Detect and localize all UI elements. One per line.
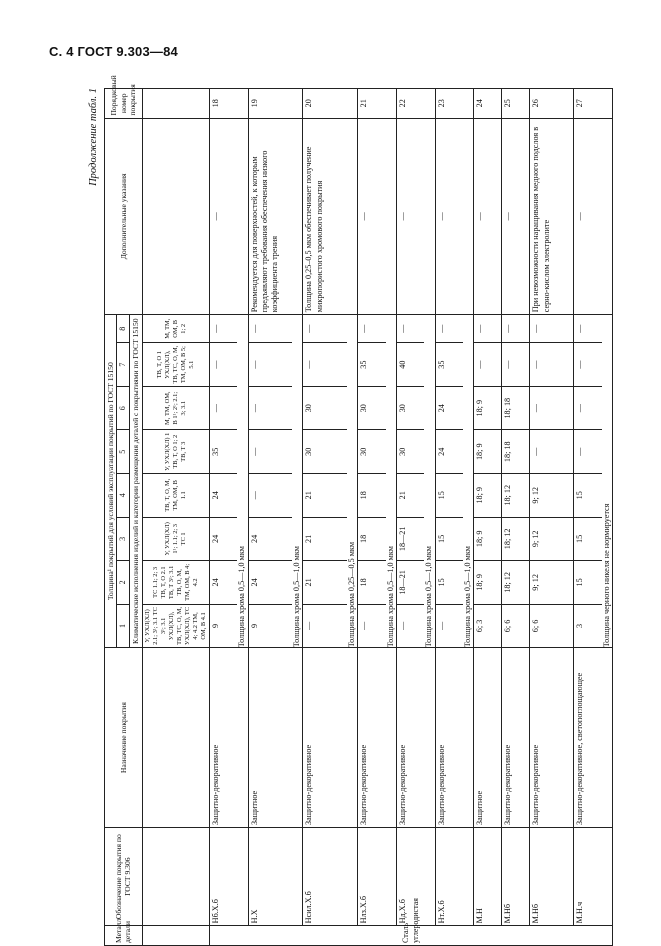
span-note: Толщина черного никеля не нормируется [602,315,613,648]
page-header: С. 4 ГОСТ 9.303—84 [49,44,178,59]
row-num-cell: 22 [396,89,435,119]
span-note: Толщина хрома 0,25—0,5 мкм [347,315,358,648]
note-cell: — [502,118,530,315]
col-number: 5 [117,430,130,474]
value-cell: 9 [248,604,292,648]
value-cell: 30 [396,430,424,474]
designation-cell: М.Н.ч [574,828,613,926]
additional-header: Дополнительные указания [105,118,143,315]
value-cell: 9; 12 [530,474,574,518]
purpose-cell: Защитное [248,648,303,828]
col-climate: ТС 1.1; 2; 3 ТВ, Т, О 2.1 ТВ, Т 3¹; 3.1 ТВ, О, М, ТМ, ОМ, В 4; 4.2 [142,561,209,605]
note-cell: При невозможности наращивания медного подслоя в серно-кислом электролите [530,118,574,315]
purpose-header: Назначение покрытия [105,648,143,828]
purpose-cell: Защитно-декоративное [502,648,530,828]
designation-cell: Нб.Х.б [209,828,248,926]
table-row [474,89,502,946]
value-cell: 15 [435,474,463,518]
value-cell: — [530,315,574,343]
row-num-cell: 26 [530,89,574,119]
value-cell: 30 [358,430,386,474]
value-cell: 21 [303,561,347,605]
row-num-cell: 21 [358,89,397,119]
row-num-header: Порядковый номер покрытия [105,89,143,119]
purpose-cell: Защитно-декоративное [396,648,435,828]
row-num-cell: 25 [502,89,530,119]
note-cell: — [474,118,502,315]
purpose-cell: Защитно-декоративное [358,648,397,828]
value-cell: 18; 9 [474,430,502,474]
header-row-1 [105,89,117,946]
col-number: 4 [117,474,130,518]
value-cell: — [435,315,463,343]
span-note: Толщина хрома 0,5—1,0 мкм [237,315,248,648]
value-cell: 9; 12 [530,561,574,605]
row-num-cell: 27 [574,89,613,119]
value-cell: 24 [209,561,237,605]
designation-cell: Нлз.Х.б [358,828,397,926]
value-cell: — [530,343,574,387]
value-cell: — [248,430,292,474]
value-cell: — [248,343,292,387]
value-cell: 6; 3 [474,604,502,648]
col-number: 3 [117,517,130,561]
col-climate: У, УХЛ(ХЛ) 2.1; 3¹; 3.1 ТС 3¹; 3.1 УХЛ(ХЛ), ТВ, ТС, О, М, УХЛ(ХЛ), ТС 4; 4.2 ТМ, ОМ, В 4.1 [142,604,209,648]
value-cell: 15 [435,561,463,605]
value-cell: — [303,315,347,343]
value-cell: 9; 12 [530,517,574,561]
purpose-blank [142,648,209,828]
table-row [358,89,386,946]
value-cell: 30 [303,386,347,430]
value-cell: 6; 6 [502,604,530,648]
table-row [435,89,463,946]
row-num-cell: 19 [248,89,303,119]
value-cell: 21 [303,517,347,561]
note-cell: Толщина 0,25–0,5 мкм обеспечивает получение микропористого хромового покрытия [303,118,358,315]
col-climate: ТВ, Т, О 1 УХЛ(ХЛ), ТВ, ТС, О, М, ТМ, ОМ, В 5; 5.1 [142,343,209,387]
value-cell: 15 [574,474,602,518]
table-row [530,89,574,946]
metal-blank [142,926,209,946]
purpose-cell: Защитно-декоративное [530,648,574,828]
continuation-caption: Продолжение табл. 1 [88,88,99,186]
value-cell: 18 [358,561,386,605]
row-num-cell: 23 [435,89,474,119]
value-cell: 9 [209,604,237,648]
value-cell: 18—21 [396,561,424,605]
designation-cell: М.Нб [530,828,574,926]
value-cell: — [358,315,386,343]
value-cell: — [396,604,424,648]
designation-cell: Нсил.Х.б [303,828,358,926]
value-cell: 18 [358,517,386,561]
value-cell: 24 [209,474,237,518]
value-cell: — [209,315,237,343]
value-cell: 6; 6 [530,604,574,648]
value-cell: 35 [435,343,463,387]
span-note: Толщина хрома 0,5—1,0 мкм [292,315,303,648]
value-cell: 30 [396,386,424,430]
table-row [303,89,347,946]
value-cell: 18—21 [396,517,424,561]
value-cell: — [303,343,347,387]
value-cell: 30 [358,386,386,430]
value-cell: — [209,386,237,430]
note-cell: — [358,118,397,315]
value-cell: 3 [574,604,602,648]
designation-cell: Н.Х [248,828,303,926]
col-number: 1 [117,604,130,648]
row-num-blank [142,89,209,119]
designation-cell: М.Нб [502,828,530,926]
value-cell: — [358,604,386,648]
note-cell: — [435,118,474,315]
value-cell: 24 [435,430,463,474]
value-cell: 15 [574,561,602,605]
value-cell: — [303,604,347,648]
value-cell: — [502,315,530,343]
row-num-cell: 20 [303,89,358,119]
climate-group-header: Климатические исполнения изделий и категории размещения деталей с покрытиями по ГОСТ 15150 [130,315,142,648]
thickness-group-header: Толщина¹ покрытий для условий эксплуатации покрытий по ГОСТ 15150 [105,315,117,648]
value-cell: 18; 9 [474,517,502,561]
col-number: 8 [117,315,130,343]
value-cell: — [248,386,292,430]
value-cell: 30 [303,430,347,474]
value-cell: — [502,343,530,387]
purpose-cell: Защитно-декоративное [209,648,248,828]
value-cell: — [474,343,502,387]
value-cell: — [248,474,292,518]
row-num-cell: 24 [474,89,502,119]
table-row [209,89,237,946]
value-cell: 35 [358,343,386,387]
value-cell: 18; 12 [502,561,530,605]
value-cell: 18 [358,474,386,518]
value-cell: — [396,315,424,343]
value-cell: 18; 9 [474,386,502,430]
value-cell: — [574,315,602,343]
purpose-cell: Защитно-декоративное [435,648,474,828]
value-cell: — [574,386,602,430]
purpose-cell: Защитное [474,648,502,828]
table-row [574,89,602,946]
value-cell: — [248,315,292,343]
col-climate: М, ТМ, ОМ, В 1¹; 2¹; 2.1; 3; 3.1 [142,386,209,430]
value-cell: 24 [248,517,292,561]
value-cell: — [209,343,237,387]
value-cell: 18; 12 [502,474,530,518]
value-cell: — [474,315,502,343]
header-row-4 [142,89,209,946]
value-cell: 18; 18 [502,386,530,430]
designation-cell: Нт.Х.б [435,828,474,926]
value-cell: 24 [435,386,463,430]
purpose-cell: Защитно-декоративное, светопоглощающее [574,648,613,828]
col-climate: У, УХЛ(ХЛ) 1 ТВ, Т, О 1; 2 ТВ, Т 3 [142,430,209,474]
coating-table [104,75,613,946]
value-cell: — [435,604,463,648]
value-cell: 35 [209,430,237,474]
table-row [396,89,424,946]
value-cell: 24 [209,517,237,561]
value-cell: — [530,386,574,430]
value-cell: 15 [574,517,602,561]
col-climate: М, ТМ, ОМ, В 1; 2 [142,315,209,343]
col-number: 2 [117,561,130,605]
designation-cell: Нд.Х.б [396,828,435,926]
value-cell: 21 [303,474,347,518]
row-num-cell: 18 [209,89,248,119]
value-cell: 15 [435,517,463,561]
designation-blank [142,828,209,926]
value-cell: 18; 9 [474,561,502,605]
table-row [502,89,530,946]
designation-cell: М.Н [474,828,502,926]
value-cell: — [574,430,602,474]
value-cell: 18; 9 [474,474,502,518]
value-cell: 24 [248,561,292,605]
note-cell: Рекомендуется для поверхностей, к которым предъявляют требования обеспечения низкого коэффициента трения [248,118,303,315]
metal-header: Металл детали [105,926,143,946]
span-note: Толщина хрома 0,5—1,0 мкм [424,315,435,648]
metal-cell: Сталь углеродистая [209,926,612,946]
value-cell: 21 [396,474,424,518]
span-note: Толщина хрома 0,5—1,0 мкм [386,315,397,648]
note-cell: — [209,118,248,315]
note-cell: — [396,118,435,315]
rotated-table-area [86,75,644,946]
col-climate: ТВ, Т, О, М, ТМ, ОМ, В 1.1 [142,474,209,518]
col-climate: У, УХЛ(ХЛ) 1¹; 1.1; 2; 3 ТС 1 [142,517,209,561]
purpose-cell: Защитно-декоративное [303,648,358,828]
table-row [248,89,292,946]
note-cell: — [574,118,613,315]
additional-blank [142,118,209,315]
col-number: 7 [117,343,130,387]
value-cell: — [530,430,574,474]
span-note: Толщина хрома 0,5—1,0 мкм [463,315,474,648]
value-cell: 40 [396,343,424,387]
value-cell: 18; 12 [502,517,530,561]
value-cell: — [574,343,602,387]
col-number: 6 [117,386,130,430]
designation-header: Обозначение покрытия по ГОСТ 9.306 [105,828,143,926]
value-cell: 18; 18 [502,430,530,474]
